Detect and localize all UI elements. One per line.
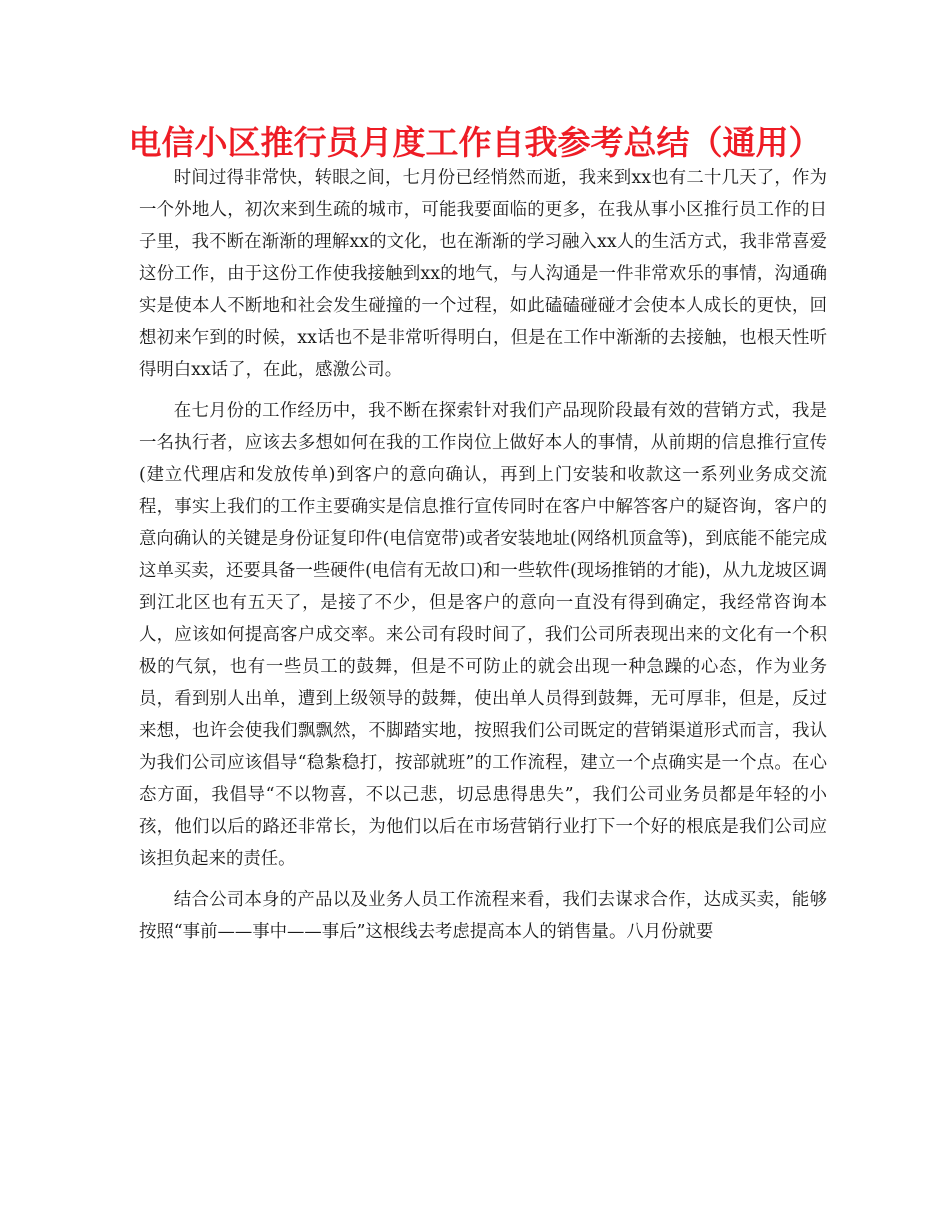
- paragraph-2: 在七月份的工作经历中，我不断在探索针对我们产品现阶段最有效的营销方式，我是一名执行者，应该去多想如何在我的工作岗位上做好本人的事情，从前期的信息推行宣传(建立代理店和发放传单)到客户的意向确认，再到上门安装和收款这一系列业务成交流程，事实上我们的工作主要确实是信息推行宣传同时在客户中解答客户的疑咨询，客户的意向确认的关键是身份证复印件(电信宽带)或者安装地址(网络机顶盒等)，到底能不能完成这单买卖，还要具备一些硬件(电信有无故口)和一些软件(现场推销的才能)，从九龙坡区调到江北区也有五天了，是接了不少，但是客户的意向一直没有得到确定，我经常咨询本人，应该如何提高客户成交率。来公司有段时间了，我们公司所表现出来的文化有一个积极的气氛，也有一些员工的鼓舞，但是不可防止的就会出现一种急躁的心态，作为业务员，看到别人出单，遭到上级领导的鼓舞，使出单人员得到鼓舞，无可厚非，但是，反过来想，也许会使我们飘飘然，不脚踏实地，按照我们公司既定的营销渠道形式而言，我认为我们公司应该倡导“稳紮稳打，按部就班”的工作流程，建立一个点确实是一个点。在心态方面，我倡导“不以物喜，不以己悲，切忌患得患失”，我们公司业务员都是年轻的小孩，他们以后的路还非常长，为他们以后在市场营销行业打下一个好的根底是我们公司应该担负起来的责任。: [139, 401, 827, 869]
- paragraph-3: 结合公司本身的产品以及业务人员工作流程来看，我们去谋求合作，达成买卖，能够按照“事前——事中——事后”这根线去考虑提高本人的销售量。八月份就要: [139, 890, 827, 942]
- document-title: 电信小区推行员月度工作自我参考总结（通用）: [128, 123, 822, 162]
- paragraph-1: 时间过得非常快，转眼之间，七月份已经悄然而逝，我来到xx也有二十几天了，作为一个外地人，初次来到生疏的城市，可能我要面临的更多，在我从事小区推行员工作的日子里，我不断在渐渐的理解xx的文化，也在渐渐的学习融入xx人的生活方式，我非常喜爱这份工作，由于这份工作使我接触到xx的地气，与人沟通是一件非常欢乐的事情，沟通确实是使本人不断地和社会发生碰撞的一个过程，如此磕磕碰碰才会使本人成长的更快，回想初来乍到的时候，xx话也不是非常听得明白，但是在工作中渐渐的去接触，也根天性听得明白xx话了，在此，感激公司。: [139, 168, 827, 380]
- document-body: [139, 162, 827, 957]
